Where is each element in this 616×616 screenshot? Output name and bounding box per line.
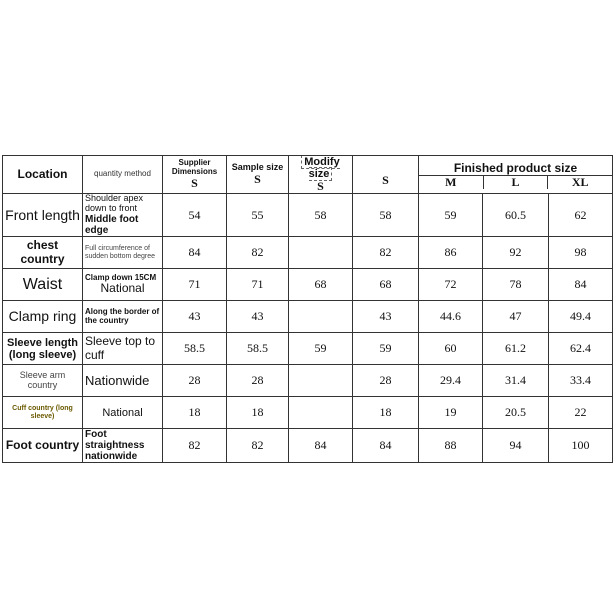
cell-value: 59 <box>289 333 353 365</box>
cell-value: 98 <box>549 237 613 269</box>
cell-value: 86 <box>419 237 483 269</box>
cell-value <box>289 237 353 269</box>
row-method: Full circumference of sudden bottom degree <box>83 237 163 269</box>
size-label: XL <box>571 174 589 189</box>
cell-value: 44.6 <box>419 301 483 333</box>
row-method: Sleeve top to cuff <box>83 333 163 365</box>
cell-value: 20.5 <box>483 397 549 429</box>
cell-value: 84 <box>549 269 613 301</box>
cell-value: 71 <box>163 269 227 301</box>
cell-value <box>289 365 353 397</box>
cell-value: 59 <box>419 194 483 237</box>
method-text: Clamp down 15CM <box>85 272 157 282</box>
row-location: chest country <box>3 237 83 269</box>
cell-value: 55 <box>227 194 289 237</box>
cell-value: 71 <box>227 269 289 301</box>
cell-value: 47 <box>483 301 549 333</box>
cell-value: 33.4 <box>549 365 613 397</box>
table-row <box>3 397 613 429</box>
cell-value: 59 <box>353 333 419 365</box>
header-quantity-method: quantity method <box>83 156 163 194</box>
cell-value: 100 <box>549 429 613 463</box>
cell-value: 43 <box>163 301 227 333</box>
table-row <box>3 269 613 301</box>
table-row <box>3 237 613 269</box>
size-chart-table <box>2 155 613 463</box>
cell-value: 18 <box>353 397 419 429</box>
header-modify-size <box>289 156 353 194</box>
cell-value: 60.5 <box>483 194 549 237</box>
row-location: Clamp ring <box>3 301 83 333</box>
cell-value: 43 <box>353 301 419 333</box>
table-row <box>3 429 613 463</box>
cell-value: 72 <box>419 269 483 301</box>
cell-value: 82 <box>227 429 289 463</box>
row-location: Cuff country (long sleeve) <box>3 397 83 429</box>
header-supplier-dimensions <box>163 156 227 194</box>
cell-value: 19 <box>419 397 483 429</box>
header-sample-size <box>227 156 289 194</box>
table-row <box>3 194 613 237</box>
table-row <box>3 365 613 397</box>
cell-value: 58 <box>289 194 353 237</box>
cell-value: 82 <box>163 429 227 463</box>
row-method: Nationwide <box>83 365 163 397</box>
row-method <box>83 194 163 237</box>
cell-value: 92 <box>483 237 549 269</box>
table-row <box>3 333 613 365</box>
cell-value: 68 <box>289 269 353 301</box>
cell-value: 28 <box>163 365 227 397</box>
sample-size-label: Sample size <box>231 162 284 173</box>
row-location: Sleeve arm country <box>3 365 83 397</box>
modify-size-label: Modify size <box>301 156 339 182</box>
row-method: Along the border of the country <box>83 301 163 333</box>
supplier-dimensions-label: Supplier Dimensions <box>171 158 218 177</box>
cell-value: 84 <box>289 429 353 463</box>
cell-value: 62 <box>549 194 613 237</box>
cell-value: 62.4 <box>549 333 613 365</box>
header-location: Location <box>3 156 83 194</box>
cell-value: 82 <box>227 237 289 269</box>
size-label: S <box>191 175 198 190</box>
row-location: Waist <box>3 269 83 301</box>
row-method: National <box>83 397 163 429</box>
size-label: M <box>419 176 484 189</box>
method-text-2: Middle foot edge <box>85 214 139 237</box>
cell-value: 31.4 <box>483 365 549 397</box>
size-label: S <box>254 172 261 187</box>
cell-value: 88 <box>419 429 483 463</box>
cell-value: 43 <box>227 301 289 333</box>
cell-value: 54 <box>163 194 227 237</box>
cell-value: 28 <box>353 365 419 397</box>
row-location: Foot country <box>3 429 83 463</box>
cell-value: 61.2 <box>483 333 549 365</box>
table-row <box>3 301 613 333</box>
cell-value <box>289 397 353 429</box>
cell-value: 58.5 <box>163 333 227 365</box>
cell-value: 84 <box>163 237 227 269</box>
cell-value <box>289 301 353 333</box>
cell-value: 60 <box>419 333 483 365</box>
cell-value: 22 <box>549 397 613 429</box>
method-text-2: National <box>100 281 145 296</box>
size-label: L <box>484 176 549 189</box>
row-location: Sleeve length (long sleeve) <box>3 333 83 365</box>
cell-value: 82 <box>353 237 419 269</box>
row-method: Foot straightness nationwide <box>83 429 163 463</box>
cell-value: 18 <box>163 397 227 429</box>
cell-value: 58.5 <box>227 333 289 365</box>
header-row <box>3 156 613 194</box>
finished-product-size-title: Finished product size <box>453 160 578 175</box>
cell-value: 49.4 <box>549 301 613 333</box>
header-finished-product-size <box>419 156 613 194</box>
cell-value: 78 <box>483 269 549 301</box>
cell-value: 18 <box>227 397 289 429</box>
cell-value: 29.4 <box>419 365 483 397</box>
cell-value: 68 <box>353 269 419 301</box>
header-finished-s <box>353 156 419 194</box>
cell-value: 28 <box>227 365 289 397</box>
cell-value: 94 <box>483 429 549 463</box>
cell-value: 84 <box>353 429 419 463</box>
cell-value: 58 <box>353 194 419 237</box>
size-label: S <box>382 173 389 188</box>
row-method <box>83 269 163 301</box>
size-label: S <box>317 179 324 194</box>
row-location: Front length <box>3 194 83 237</box>
method-text: Shoulder apex down to front <box>85 193 144 214</box>
